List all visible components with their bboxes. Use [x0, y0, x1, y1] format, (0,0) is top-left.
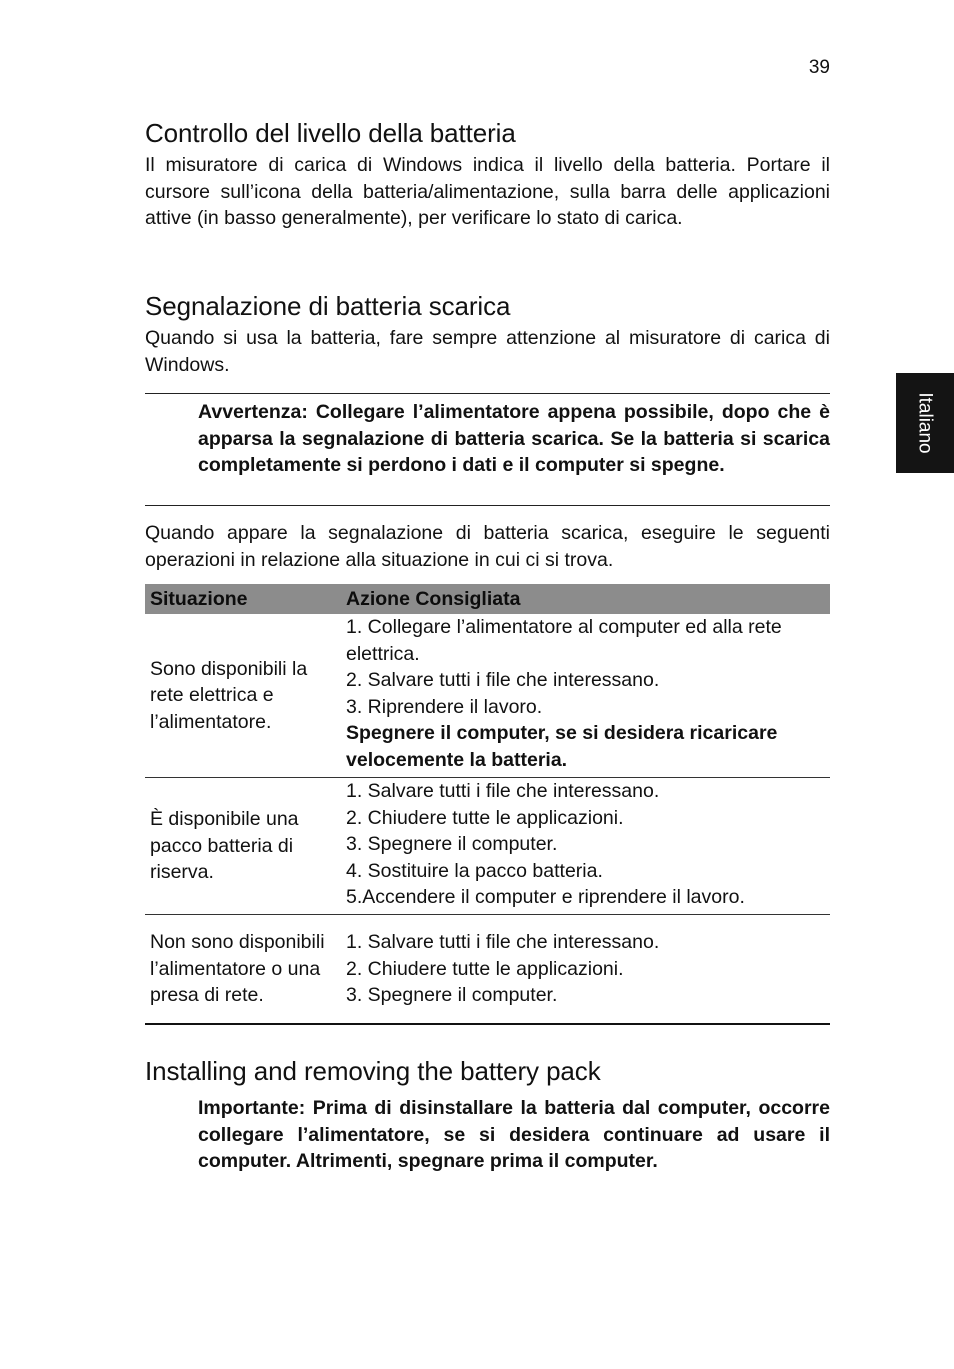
action-note: Spegnere il computer, se si desidera ricaricare velocemente la batteria.	[346, 722, 778, 771]
situation-cell: Sono disponibili la rete elettrica e l’alimentatore.	[145, 614, 341, 778]
low-battery-paragraph: Quando si usa la batteria, fare sempre attenzione al misuratore di carica di Windows.	[145, 327, 830, 376]
battery-level-heading: Controllo del livello della batteria	[145, 118, 516, 148]
warning-text: Avvertenza: Collegare l’alimentatore appena possibile, dopo che è apparsa la segnalazione di batteria scarica. Se la batteria si scarica completamente si perdono i dati e il computer si spegne.	[198, 401, 830, 476]
action-step: 3. Spegnere il computer.	[346, 984, 558, 1007]
action-step: 4. Sostituire la pacco batteria.	[346, 859, 603, 882]
battery-level-paragraph: Il misuratore di carica di Windows indica il livello della batteria. Portare il cursore sull’icona della batteria/alimentazione, sulla barra delle applicazioni attive (in basso generalmente), per verificare lo stato di carica.	[145, 154, 830, 229]
table-row	[145, 614, 830, 778]
low-battery-heading: Segnalazione di batteria scarica	[145, 291, 511, 321]
action-step: 5.Accendere il computer e riprendere il lavoro.	[346, 886, 745, 908]
table-row	[145, 915, 830, 1025]
action-step: 1. Collegare l’alimentatore al computer ed alla rete elettrica.	[346, 616, 782, 665]
action-cell	[341, 915, 830, 1025]
action-step: 1. Salvare tutti i file che interessano.	[346, 931, 660, 954]
important-note: Importante: Prima di disinstallare la batteria dal computer, occorre collegare l’alimentatore, se si desidera continuare ad usare il computer. Altrimenti, spegnare prima il computer.	[198, 1097, 830, 1172]
action-step: 2. Salvare tutti i file che interessano.	[346, 669, 660, 691]
page-number: 39	[808, 57, 830, 78]
table-header-row	[145, 584, 830, 614]
table-row	[145, 778, 830, 915]
action-cell	[341, 614, 830, 778]
language-tab	[896, 373, 954, 473]
action-step: 2. Chiudere tutte le applicazioni.	[346, 957, 624, 980]
table-header-situation: Situazione	[145, 584, 341, 614]
action-step: 3. Spegnere il computer.	[346, 833, 558, 855]
language-tab-label: Italiano	[915, 392, 936, 454]
action-step: 1. Salvare tutti i file che interessano.	[346, 780, 660, 802]
situation-cell: Non sono disponibili l’alimentatore o una presa di rete.	[145, 915, 341, 1025]
situation-action-table	[145, 584, 830, 1025]
warning-box	[145, 393, 830, 506]
action-step: 3. Riprendere il lavoro.	[346, 695, 543, 718]
action-cell	[341, 778, 830, 915]
install-battery-heading: Installing and removing the battery pack	[145, 1056, 601, 1086]
table-header-action: Azione Consigliata	[341, 584, 830, 614]
situation-cell: È disponibile una pacco batteria di riserva.	[145, 778, 341, 915]
action-step: 2. Chiudere tutte le applicazioni.	[346, 806, 624, 829]
low-battery-steps-intro: Quando appare la segnalazione di batteria scarica, eseguire le seguenti operazioni in relazione alla situazione in cui ci si trova.	[145, 522, 830, 571]
